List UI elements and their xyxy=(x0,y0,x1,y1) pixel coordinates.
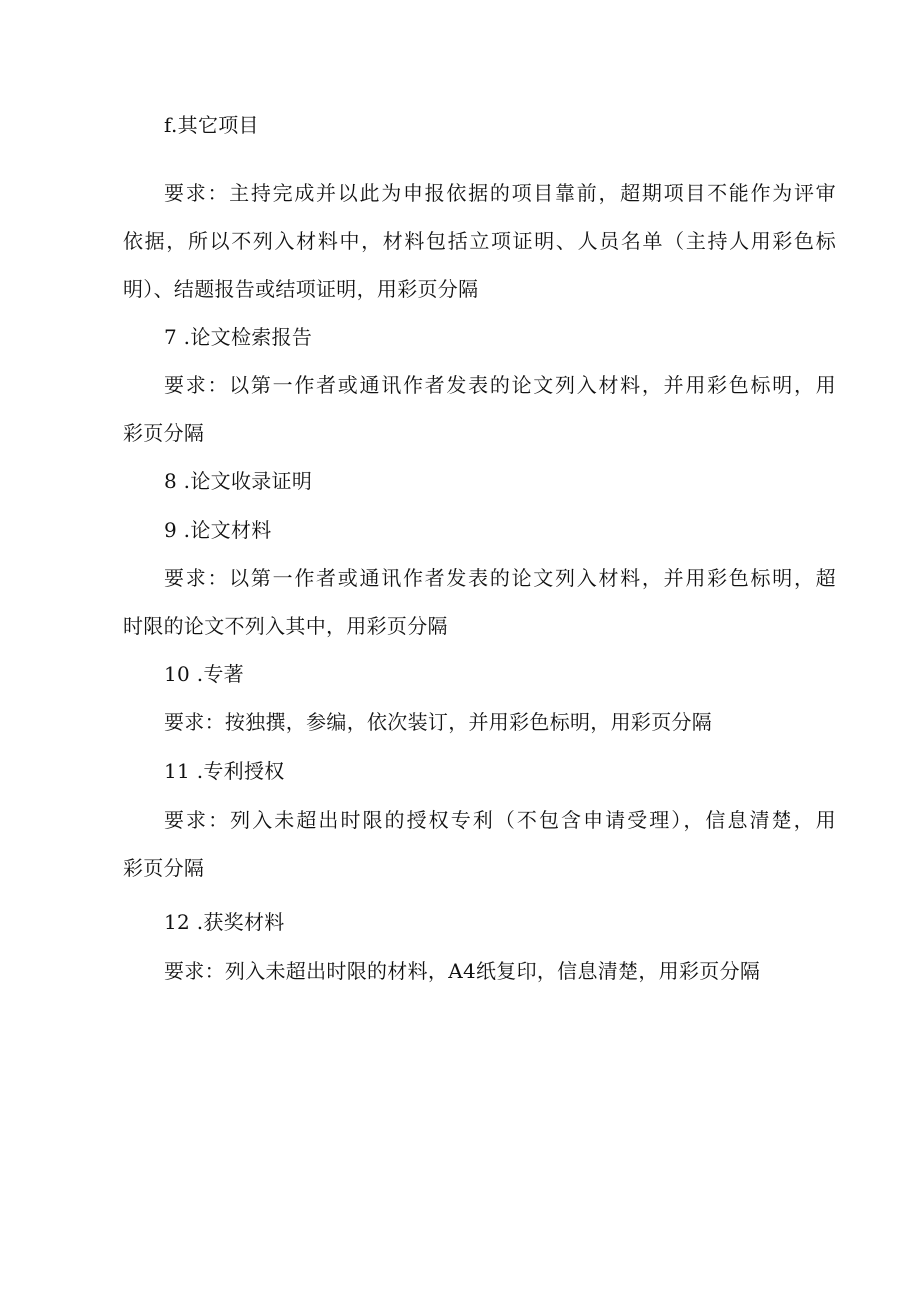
requirement-line: 彩页分隔 xyxy=(123,856,205,880)
section-heading-paper-search-report: 7 .论文检索报告 xyxy=(164,325,313,349)
requirement-line: 要求：以第一作者或通讯作者发表的论文列入材料，并用彩色标明，超 xyxy=(164,566,836,590)
requirement-line: 要求：以第一作者或通讯作者发表的论文列入材料，并用彩色标明，用 xyxy=(164,373,836,397)
section-heading-paper-materials: 9 .论文材料 xyxy=(164,518,272,542)
requirement-line: 彩页分隔 xyxy=(123,421,205,445)
requirement-line: 明）、结题报告或结项证明，用彩页分隔 xyxy=(123,277,479,301)
section-heading-monograph: 10 .专著 xyxy=(164,662,244,686)
section-heading-paper-inclusion-proof: 8 .论文收录证明 xyxy=(164,469,313,493)
requirement-line: 依据，所以不列入材料中，材料包括立项证明、人员名单（主持人用彩色标 xyxy=(123,229,836,253)
requirement-line: 要求：主持完成并以此为申报依据的项目靠前，超期项目不能作为评审 xyxy=(164,181,836,205)
requirement-line: 要求：按独撰，参编，依次装订，并用彩色标明，用彩页分隔 xyxy=(164,710,713,734)
section-heading-awards: 12 .获奖材料 xyxy=(164,910,285,934)
section-heading-patent: 11 .专利授权 xyxy=(164,759,285,783)
section-heading-other-projects: f.其它项目 xyxy=(164,113,259,137)
requirement-line: 要求：列入未超出时限的授权专利（不包含申请受理），信息清楚，用 xyxy=(164,808,836,832)
requirement-line: 要求：列入未超出时限的材料，A4纸复印，信息清楚，用彩页分隔 xyxy=(164,959,761,983)
requirement-line: 时限的论文不列入其中，用彩页分隔 xyxy=(123,614,448,638)
